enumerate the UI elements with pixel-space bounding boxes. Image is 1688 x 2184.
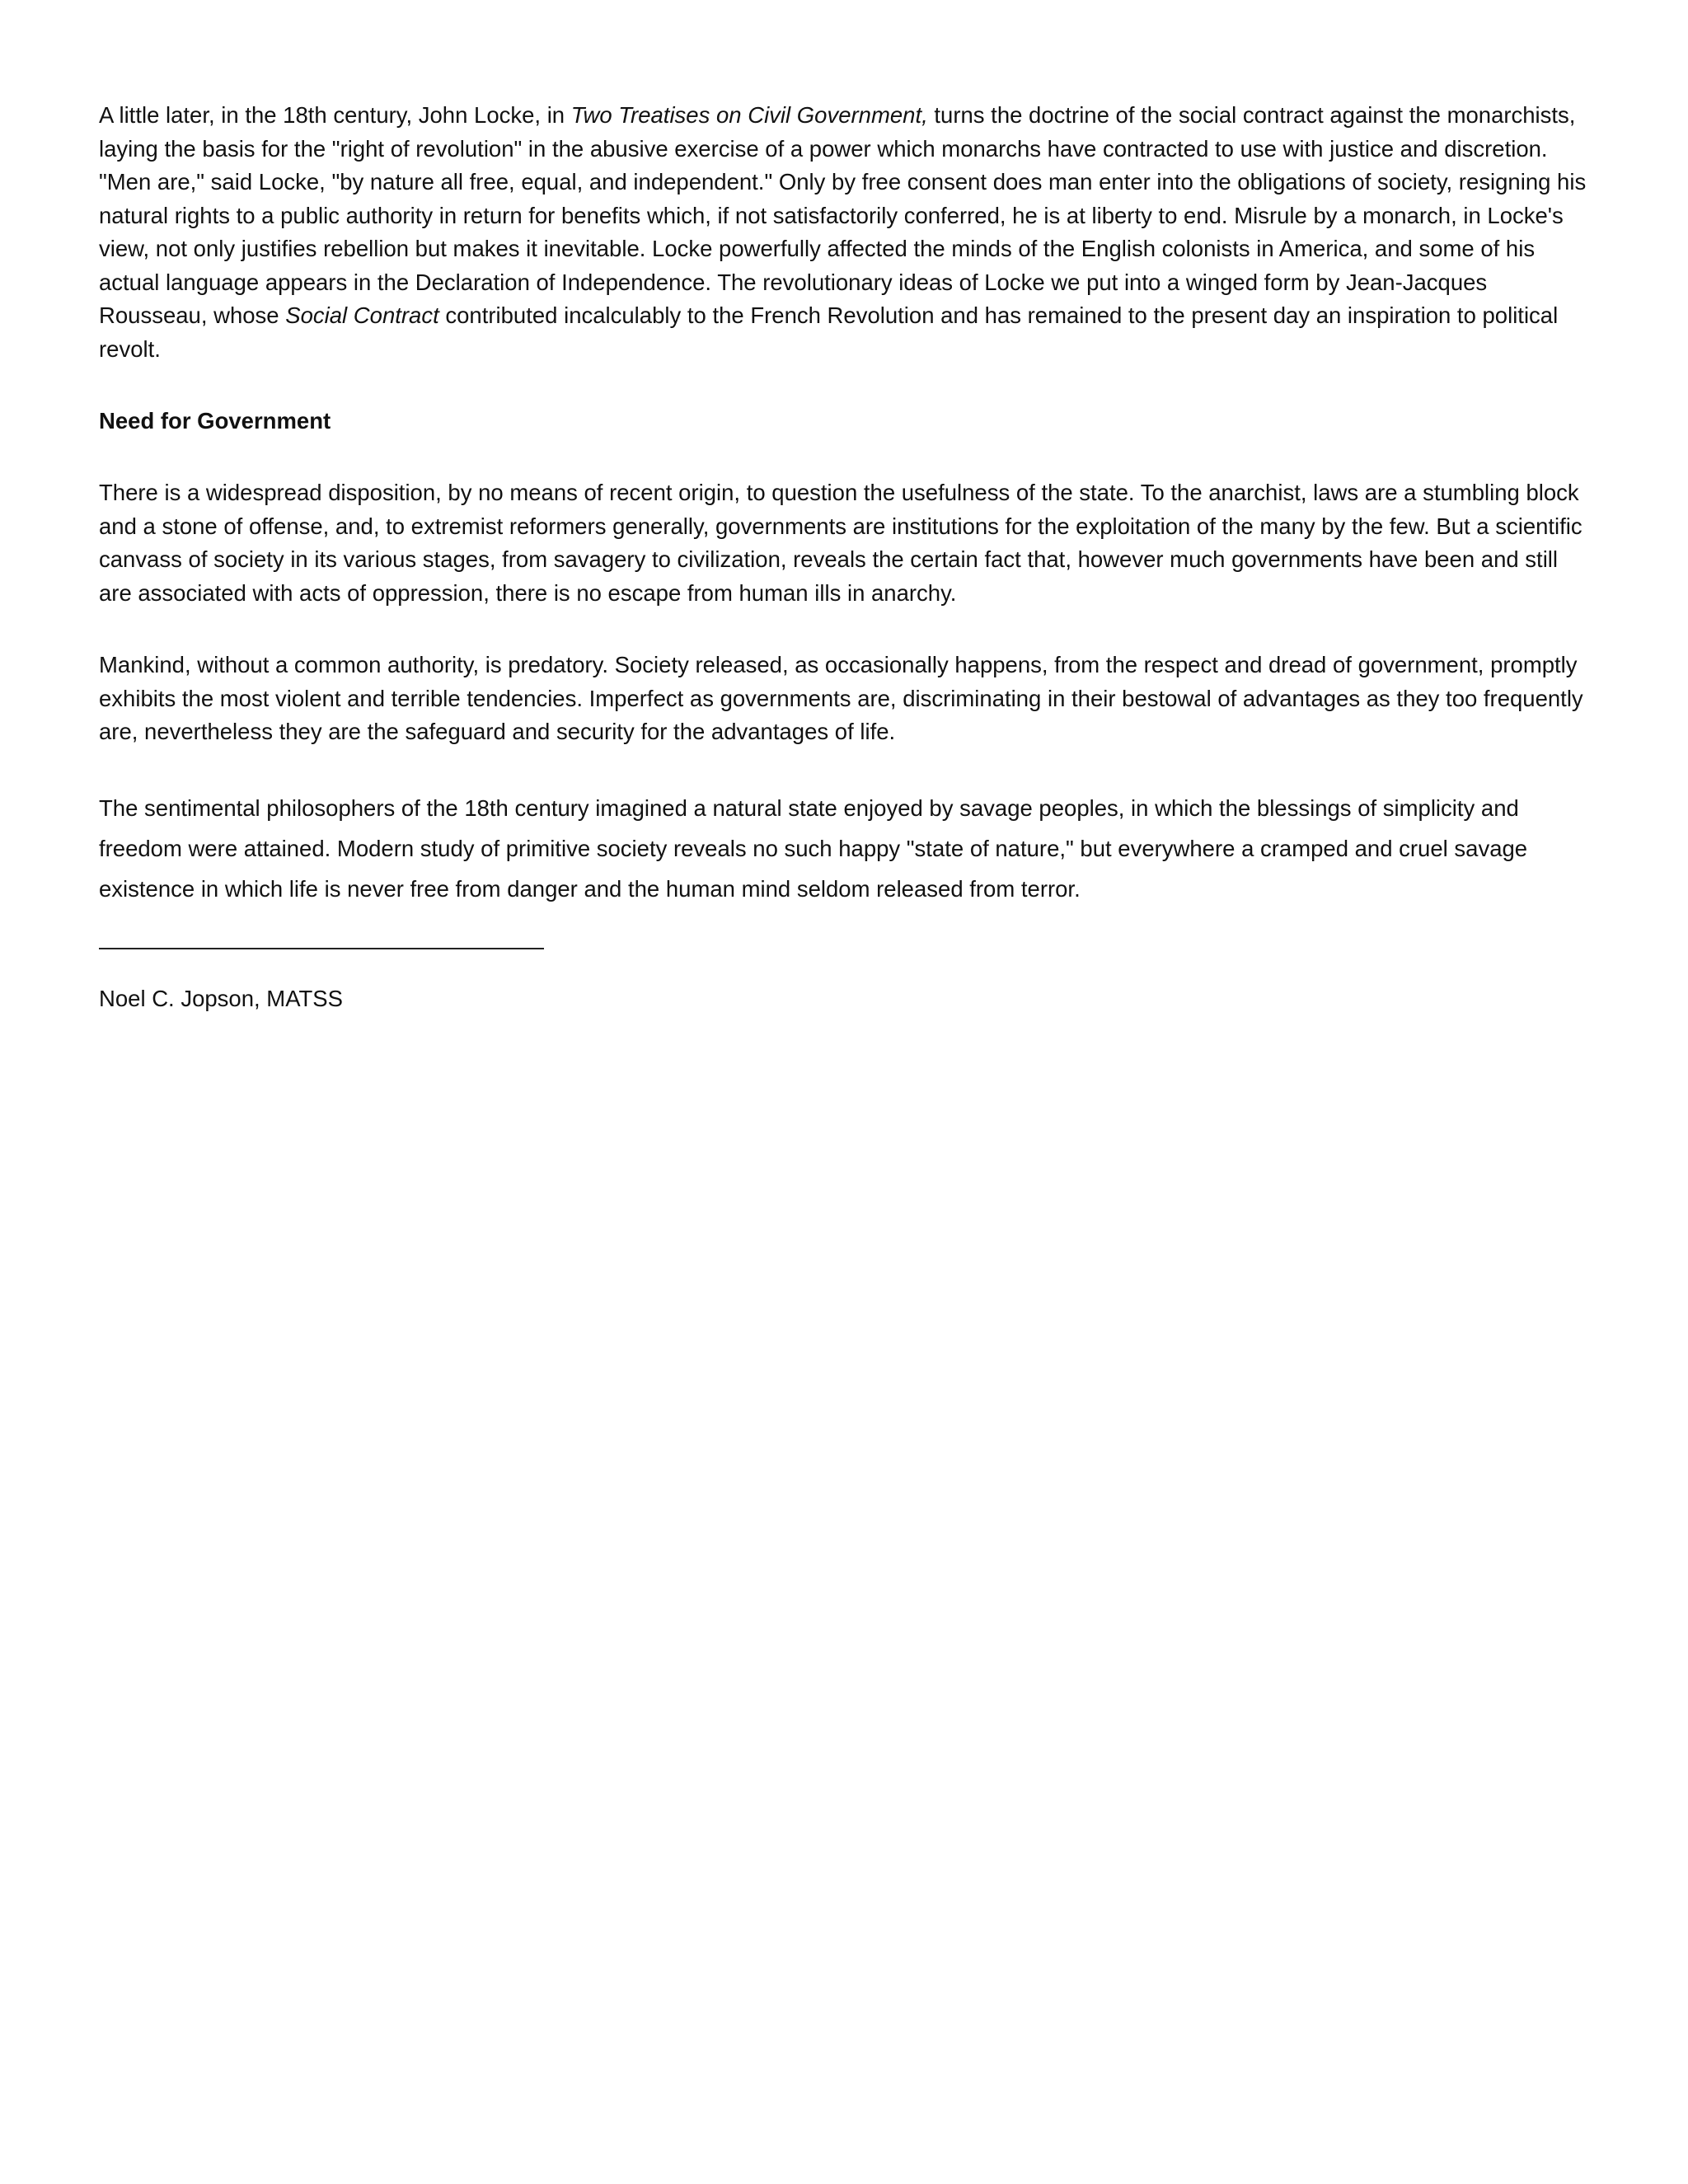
paragraph-locke-text-c: contributed incalculably to the French Revolution and has remained to the present day an inspiration to political revolt. xyxy=(99,302,1559,362)
paragraph-locke-text-a: A little later, in the 18th century, John Locke, in xyxy=(99,102,571,128)
paragraph-mankind: Mankind, without a common authority, is predatory. Society released, as occasionally happens, from the respect and dread of government, promptly exhibits the most violent and terrible tendencies. Imperfect as governments are, discriminating in their bestowal of advantages as they too frequently are, nevertheless they are the safeguard and security for the advantages of life. xyxy=(99,652,1583,744)
paragraph-anarchy: There is a widespread disposition, by no means of recent origin, to question the usefulness of the state. To the anarchist, laws are a stumbling block and a stone of offense, and, to extremist reformers generally, governments are institutions for the exploitation of the many by the few. But a scientific canvass of society in its various stages, from savagery to civilization, reveals the certain fact that, however much governments have been and still are associated with acts of oppression, there is no escape from human ills in anarchy. xyxy=(99,480,1582,606)
paragraph-locke-text-b: turns the doctrine of the social contract against the monarchists, laying the basis for the "right of revolution" in the abusive exercise of a power which monarchs have contracted to use with justice and discretion. "Men are," said Locke, "by nature all free, equal, and independent." Only by free consent does man enter into the obligations of society, resigning his natural rights to a public authority in return for benefits which, if not satisfactorily conferred, he is at liberty to end. Misrule by a monarch, in Locke's view, not only justifies rebellion but makes it inevitable. Locke powerfully affected the minds of the English colonists in America, and some of his actual language appears in the Declaration of Independence. The revolutionary ideas of Locke we put into a winged form by Jean-Jacques Rousseau, whose xyxy=(99,102,1587,328)
book-title-two-treatises: Two Treatises on Civil Government, xyxy=(570,102,928,128)
paragraph-locke xyxy=(99,99,1591,366)
signature-divider xyxy=(99,948,544,949)
section-heading: Need for Government xyxy=(99,408,331,434)
book-title-social-contract: Social Contract xyxy=(285,302,439,328)
author-name: Noel C. Jopson, MATSS xyxy=(99,985,343,1011)
document-page xyxy=(99,99,1591,1015)
paragraph-sentimental-philosophers: The sentimental philosophers of the 18th century imagined a natural state enjoyed by savage peoples, in which the blessings of simplicity and freedom were attained. Modern study of primitive society reveals no such happy "state of nature," but everywhere a cramped and cruel savage existence in which life is never free from danger and the human mind seldom released from terror. xyxy=(99,794,1528,902)
